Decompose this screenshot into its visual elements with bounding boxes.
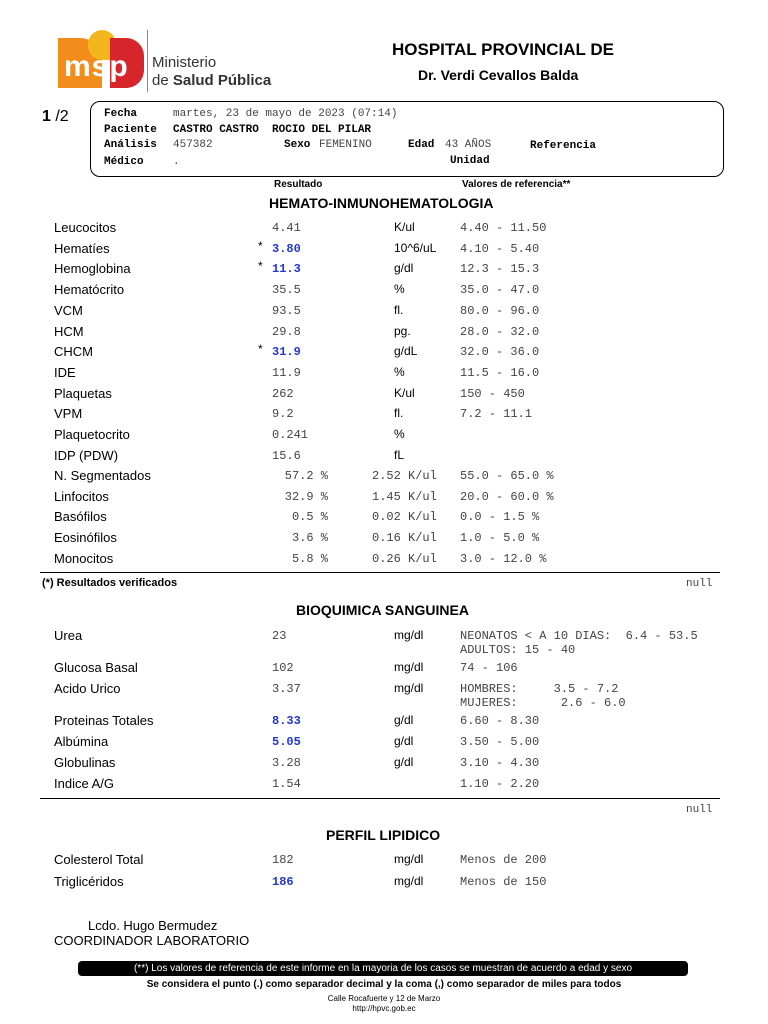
reference-range: 7.2 - 11.1 <box>460 407 533 422</box>
reference-range: 150 - 450 <box>460 386 525 401</box>
percent-value: 0.5 % <box>291 510 328 525</box>
absolute-value: 0.26 K/ul <box>372 551 437 566</box>
result-unit: mg/dl <box>394 874 424 888</box>
result-name: VCM <box>54 302 83 318</box>
percent-value: 57.2 % <box>284 469 328 483</box>
reference-range: 4.10 - 5.40 <box>460 241 540 256</box>
result-name: Globulinas <box>54 755 116 770</box>
result-value: 262 <box>272 386 294 401</box>
analisis-label: Análisis <box>104 139 157 151</box>
result-name: Monocitos <box>54 550 114 566</box>
result-value: 15.6 <box>272 448 301 463</box>
result-name: Hematíes <box>54 240 110 256</box>
result-unit: g/dL <box>394 344 418 359</box>
reference-range: HOMBRES: 3.5 - 7.2 <box>460 682 619 696</box>
result-unit: g/dl <box>394 734 414 748</box>
percent-value: 5.8 % <box>291 551 328 566</box>
reference-range: 1.0 - 5.0 % <box>460 531 540 546</box>
result-name: Plaquetocrito <box>54 427 130 442</box>
analisis-value: 457382 <box>173 139 213 151</box>
section-divider-2 <box>40 798 720 799</box>
page-indicator: 1 /2 <box>42 108 69 125</box>
ministry-line-1: Ministerio <box>152 54 217 71</box>
sexo-label: Sexo <box>284 139 311 151</box>
signer-role: COORDINADOR LABORATORIO <box>54 933 250 948</box>
reference-range: 32.0 - 36.0 <box>460 345 540 360</box>
result-name: Colesterol Total <box>54 852 144 867</box>
reference-note-bar: (**) Los valores de referencia de este informe en la mayoria de los casos se muestran de acuerdo a edad y sexo <box>78 961 688 976</box>
reference-range: 74 - 106 <box>460 661 518 675</box>
logo-divider <box>147 30 148 92</box>
reference-range: NEONATOS < A 10 DIAS: 6.4 - 53.5 <box>460 629 698 643</box>
reference-range: 1.10 - 2.20 <box>460 777 540 791</box>
absolute-value: 1.45 K/ul <box>372 489 437 504</box>
result-unit: % <box>394 282 405 297</box>
website-url: http://hpvc.gob.ec <box>352 1004 416 1013</box>
result-name: Triglicéridos <box>54 874 124 889</box>
medico-label: Médico <box>104 156 144 168</box>
section-title-lipidico: PERFIL LIPIDICO <box>326 827 441 843</box>
result-unit: g/dl <box>394 261 414 276</box>
result-name: Proteinas Totales <box>54 713 154 728</box>
edad-label: Edad <box>408 139 435 151</box>
result-value: 5.05 <box>272 735 301 749</box>
result-value: 102 <box>272 661 294 675</box>
result-unit: fl. <box>394 302 404 317</box>
abnormal-flag: * <box>258 259 263 274</box>
reference-range: 55.0 - 65.0 % <box>460 469 554 483</box>
result-value: 182 <box>272 853 294 867</box>
percent-value: 3.6 % <box>291 531 328 546</box>
result-name: IDE <box>54 364 76 380</box>
result-name: Albúmina <box>54 734 109 749</box>
separator-note: Se considera el punto (.) como separador decimal y la coma (,) como separador de miles para todos <box>146 979 622 990</box>
reference-range: 12.3 - 15.3 <box>460 262 540 277</box>
result-name: Urea <box>54 628 83 643</box>
medico-value: . <box>173 156 180 168</box>
result-name: Acido Urico <box>54 681 121 696</box>
section-title-hemato: HEMATO-INMUNOHEMATOLOGIA <box>269 195 494 211</box>
result-unit: mg/dl <box>394 852 424 866</box>
result-unit: g/dl <box>394 755 414 769</box>
reference-range: 0.0 - 1.5 % <box>460 510 540 525</box>
hospital-subtitle: Dr. Verdi Cevallos Balda <box>418 67 579 83</box>
result-unit: g/dl <box>394 713 414 727</box>
absolute-value: 0.16 K/ul <box>372 531 437 546</box>
section-title-bioquimica: BIOQUIMICA SANGUINEA <box>296 602 469 618</box>
reference-range: 35.0 - 47.0 <box>460 283 540 298</box>
result-value: 8.33 <box>272 714 301 728</box>
result-name: N. Segmentados <box>54 468 151 483</box>
referencia-label: Referencia <box>530 140 597 152</box>
result-name: Glucosa Basal <box>54 660 138 675</box>
result-name: Hematócrito <box>54 282 125 298</box>
sexo-value: FEMENINO <box>319 139 372 151</box>
result-unit: mg/dl <box>394 660 424 674</box>
result-value: 11.9 <box>272 365 301 380</box>
paciente-value: CASTRO CASTRO ROCIO DEL PILAR <box>173 124 372 136</box>
percent-value: 32.9 % <box>284 489 328 504</box>
address: Calle Rocafuerte y 12 de Marzo <box>327 994 441 1003</box>
result-name: Plaquetas <box>54 385 112 401</box>
result-value: 35.5 <box>272 283 301 298</box>
reference-range: 4.40 - 11.50 <box>460 221 547 235</box>
absolute-value: 0.02 K/ul <box>372 510 437 525</box>
result-value: 3.28 <box>272 756 301 770</box>
result-unit: K/ul <box>394 385 415 400</box>
resultado-header: Resultado <box>274 179 323 190</box>
result-value: 9.2 <box>272 407 294 422</box>
absolute-value: 2.52 K/ul <box>372 469 437 483</box>
referencia-header: Valores de referencia** <box>462 179 571 190</box>
fecha-value: martes, 23 de mayo de 2023 (07:14) <box>173 108 398 120</box>
reference-range-2: MUJERES: 2.6 - 6.0 <box>460 696 626 710</box>
result-unit: fl. <box>394 406 404 421</box>
reference-range: Menos de 150 <box>460 875 547 889</box>
reference-range-2: ADULTOS: 15 - 40 <box>460 643 576 657</box>
result-name: Hemoglobina <box>54 261 131 277</box>
result-value: 186 <box>272 875 294 889</box>
result-name: Eosinófilos <box>54 530 117 546</box>
edad-value: 43 AÑOS <box>445 139 492 151</box>
result-unit: pg. <box>394 323 411 338</box>
section-divider <box>40 572 720 573</box>
result-value: 93.5 <box>272 303 301 318</box>
result-unit: mg/dl <box>394 628 424 642</box>
result-unit: K/ul <box>394 220 415 234</box>
result-name: VPM <box>54 406 83 422</box>
result-name: CHCM <box>54 344 93 360</box>
result-name: HCM <box>54 323 84 339</box>
verified-note: (*) Resultados verificados <box>42 577 178 589</box>
logo-letters: msp <box>64 50 129 83</box>
reference-range: 3.50 - 5.00 <box>460 735 540 749</box>
result-unit: mg/dl <box>394 681 424 695</box>
hospital-title: HOSPITAL PROVINCIAL DE <box>392 40 614 59</box>
reference-range: 28.0 - 32.0 <box>460 324 540 339</box>
null-text-2: null <box>686 804 713 816</box>
result-name: Linfocitos <box>54 488 109 504</box>
reference-range: 3.0 - 12.0 % <box>460 551 547 566</box>
result-name: Basófilos <box>54 509 107 525</box>
result-unit: % <box>394 364 405 379</box>
result-name: Indice A/G <box>54 776 114 791</box>
result-value: 3.80 <box>272 241 301 256</box>
unidad-label: Unidad <box>450 155 490 167</box>
reference-range: 20.0 - 60.0 % <box>460 489 554 504</box>
ministry-line-2: de Salud Pública <box>152 72 272 89</box>
result-value: 1.54 <box>272 777 301 791</box>
result-name: IDP (PDW) <box>54 447 119 463</box>
result-value: 29.8 <box>272 324 301 339</box>
result-name: Leucocitos <box>54 220 117 235</box>
result-value: 23 <box>272 629 287 643</box>
result-unit: % <box>394 427 405 441</box>
result-unit: 10^6/uL <box>394 240 437 255</box>
abnormal-flag: * <box>258 342 263 357</box>
reference-range: 6.60 - 8.30 <box>460 714 540 728</box>
paciente-label: Paciente <box>104 124 157 136</box>
result-value: 31.9 <box>272 345 301 360</box>
result-value: 11.3 <box>272 262 301 277</box>
null-text-1: null <box>686 578 713 590</box>
reference-range: 11.5 - 16.0 <box>460 365 540 380</box>
signer-name: Lcdo. Hugo Bermudez <box>88 918 218 933</box>
msp-logo <box>58 30 142 92</box>
reference-range: 80.0 - 96.0 <box>460 303 540 318</box>
result-value: 0.241 <box>272 428 309 442</box>
fecha-label: Fecha <box>104 108 138 120</box>
reference-range: Menos de 200 <box>460 853 547 867</box>
result-unit: fL <box>394 447 405 462</box>
result-value: 4.41 <box>272 221 301 235</box>
reference-range: 3.10 - 4.30 <box>460 756 540 770</box>
abnormal-flag: * <box>258 238 263 253</box>
result-value: 3.37 <box>272 682 301 696</box>
